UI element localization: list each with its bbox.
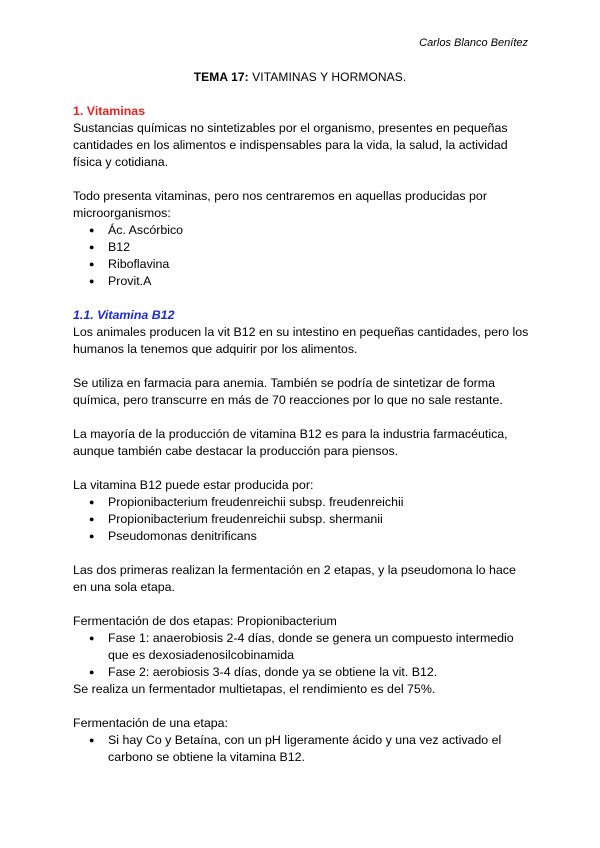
two-stage-note: Se realiza un fermentador multietapas, el rendimiento es del 75%.	[73, 682, 436, 696]
paragraph-industry: La mayoría de la producción de vitamina B12 es para la industria farmacéutica, aunque también cabe destacar la producción para piensos.	[73, 427, 508, 458]
list-item: ● Riboflavina	[73, 256, 533, 273]
page-title	[0, 70, 600, 84]
document-body	[73, 103, 533, 766]
list-item: ● Pseudomonas denitrificans	[73, 528, 533, 545]
author-name: Carlos Blanco Benítez	[419, 37, 528, 49]
one-stage-list	[73, 732, 533, 766]
paragraph-definition: Sustancias químicas no sintetizables por el organismo, presentes en pequeñas cantidades en los alimentos e indispensables para la vida, la salud, la actividad física y cotidiana.	[73, 121, 508, 169]
list-item: ● Propionibacterium freudenreichii subsp. shermanii	[73, 511, 533, 528]
paragraph-pharmacy: Se utiliza en farmacia para anemia. También se podría de sintetizar de forma química, pero transcurre en más de 70 reacciones por lo que no sale restante.	[73, 376, 503, 407]
paragraph-microorganisms: Todo presenta vitaminas, pero nos centraremos en aquellas producidas por microorganismos:	[73, 189, 487, 220]
producer-list	[73, 494, 533, 545]
list-item: ● Fase 1: anaerobiosis 2-4 días, donde se genera un compuesto intermedio que es dexosiadenosilcobinamida	[73, 630, 533, 664]
one-stage-title: Fermentación de una etapa:	[73, 716, 228, 730]
list-item: ● Si hay Co y Betaína, con un pH ligeramente ácido y una vez activado el carbono se obtiene la vitamina B12.	[73, 732, 533, 766]
list-item: ● B12	[73, 239, 533, 256]
list-item: ● Fase 2: aerobiosis 3-4 días, donde ya se obtiene la vit. B12.	[73, 664, 533, 681]
list-item: ● Provit.A	[73, 273, 533, 290]
vitamin-list	[73, 222, 533, 290]
title-topic-name: VITAMINAS Y HORMONAS.	[248, 70, 407, 84]
paragraph-stages: Las dos primeras realizan la fermentación en 2 etapas, y la pseudomona lo hace en una sola etapa.	[73, 563, 516, 594]
title-topic-number: TEMA 17:	[193, 70, 249, 84]
paragraph-producers-intro: La vitamina B12 puede estar producida por:	[73, 478, 314, 492]
subsection-heading-b12: 1.1. Vitamina B12	[73, 308, 175, 322]
list-item: ● Propionibacterium freudenreichii subsp. freudenreichii	[73, 494, 533, 511]
list-item: ● Ác. Ascórbico	[73, 222, 533, 239]
paragraph-animals: Los animales producen la vit B12 en su intestino en pequeñas cantidades, pero los humanos la tenemos que adquirir por los alimentos.	[73, 325, 529, 356]
section-heading-vitaminas: 1. Vitaminas	[73, 104, 146, 118]
two-stage-list	[73, 630, 533, 681]
two-stage-title: Fermentación de dos etapas: Propionibacterium	[73, 614, 337, 628]
